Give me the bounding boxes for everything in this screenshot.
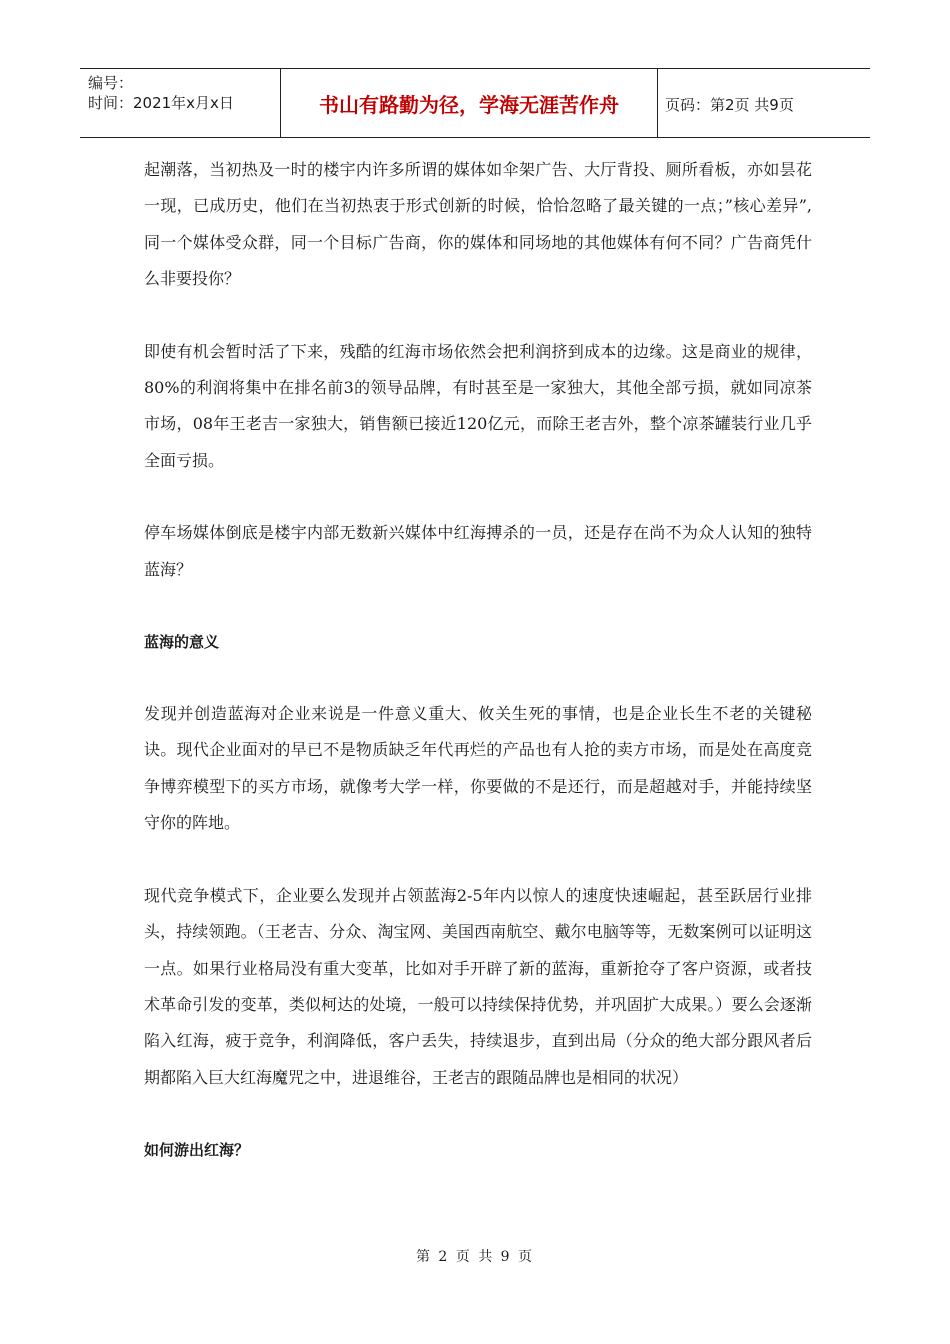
header-motto: 书山有路勤为径，学海无涯苦作舟 [281, 69, 658, 137]
paragraph: 即使有机会暂时活了下来，残酷的红海市场依然会把利润挤到成本的边缘。这是商业的规律，80%的利润将集中在排名前3的领导品牌，有时甚至是一家独大，其他全部亏损，就如同凉茶市场，08年王老吉一家独大，销售额已接近120亿元，而除王老吉外，整个凉茶罐装行业几乎全面亏损。 [144, 341, 812, 470]
page-footer: 第 2 页 共 9 页 [415, 1249, 535, 1265]
header-page-info: 页码：第2页 共9页 [665, 96, 794, 114]
header-meta-cell [80, 69, 281, 137]
paragraph: 起潮落，当初热及一时的楼宇内许多所谓的媒体如伞架广告、大厅背投、厕所看板，亦如昙花一现，已成历史，他们在当初热衷于形式创新的时候，恰恰忽略了最关键的一点；”核心差异”,同一个媒体受众群，同一个目标广告商，你的媒体和同场地的其他媒体有何不同？广告商凭什么非要投你？ [144, 160, 812, 289]
document-date-label: 时间：2021年x月x日 [88, 94, 234, 112]
document-body [144, 152, 812, 1204]
section-heading: 蓝海的意义 [144, 633, 220, 652]
paragraph: 发现并创造蓝海对企业来说是一件意义重大、攸关生死的事情，也是企业长生不老的关键秘诀。现代企业面对的早已不是物质缺乏年代再烂的产品也有人抢的卖方市场，而是处在高度竞争博弈模型下的买方市场，就像考大学一样，你要做的不是还行，而是超越对手，并能持续坚守你的阵地。 [144, 704, 812, 833]
page-header [80, 68, 870, 138]
paragraph: 停车场媒体倒底是楼宇内部无数新兴媒体中红海搏杀的一员，还是存在尚不为众人认知的独特蓝海？ [144, 523, 812, 579]
paragraph: 现代竞争模式下，企业要么发现并占领蓝海2-5年内以惊人的速度快速崛起，甚至跃居行业排头，持续领跑。（王老吉、分众、淘宝网、美国西南航空、戴尔电脑等等，无数案例可以证明这一点。如果行业格局没有重大变革，比如对手开辟了新的蓝海，重新抢夺了客户资源，或者技术革命引发的变革，类似柯达的处境，一般可以持续保持优势，并巩固扩大成果。）要么会逐渐陷入红海，疲于竞争，利润降低，客户丢失，持续退步，直到出局（分众的绝大部分跟风者后期都陷入巨大红海魔咒之中，进退维谷，王老吉的跟随品牌也是相同的状况） [144, 885, 812, 1087]
document-number-label: 编号： [88, 74, 134, 92]
section-heading: 如何游出红海？ [144, 1141, 250, 1160]
